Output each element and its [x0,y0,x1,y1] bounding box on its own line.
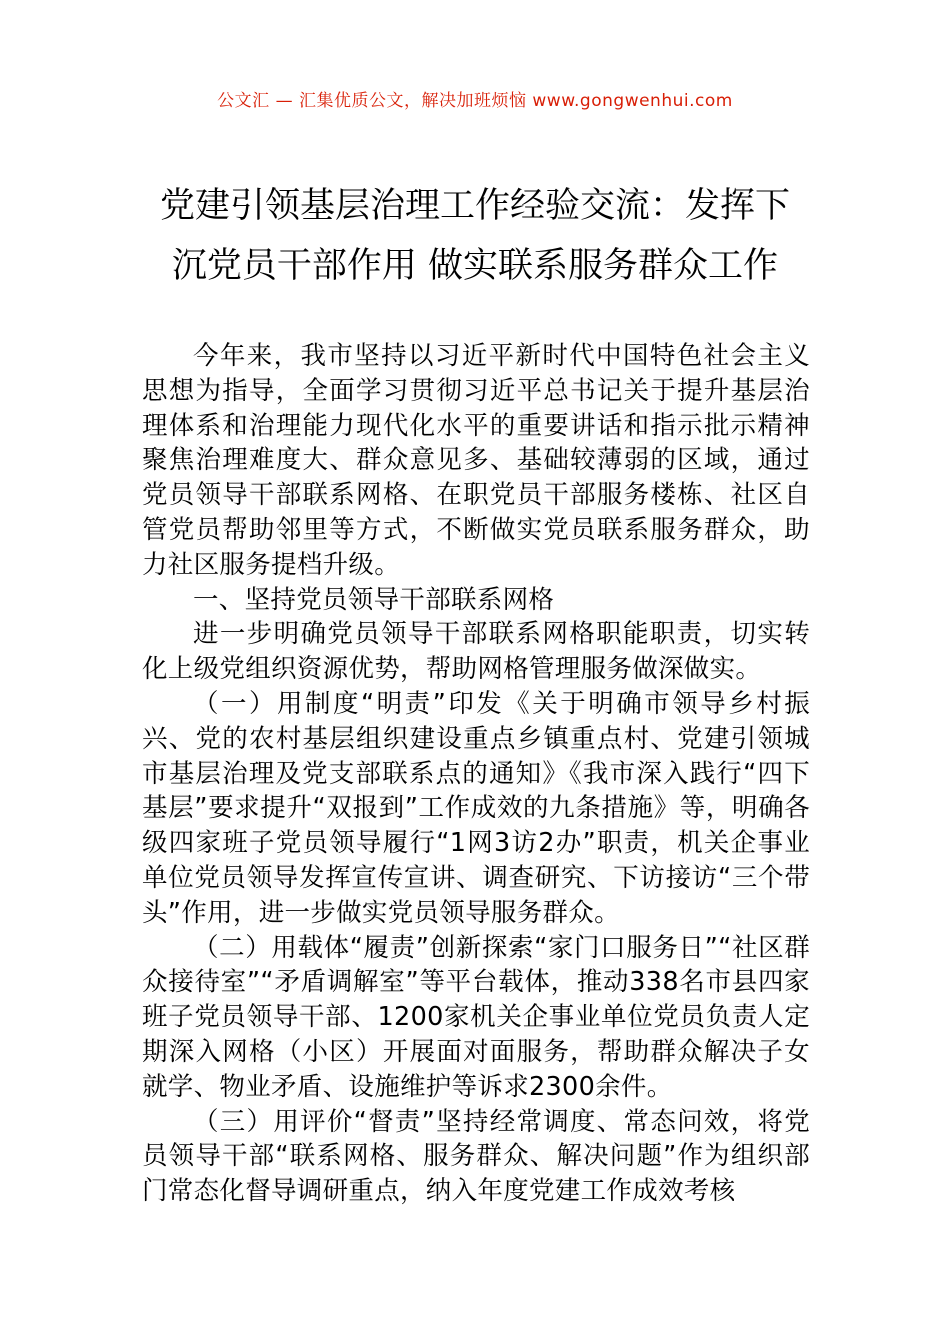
document-title-line-2: 沉党员干部作用 做实联系服务群众工作 [171,246,779,286]
header-banner: 公文汇 — 汇集优质公文，解决加班烦恼 www.gongwenhui.com [217,91,733,111]
document-body [142,339,810,1209]
section-intro-paragraph: 进一步明确党员领导干部联系网格职能职责，切实转化上级党组织资源优势，帮助网格管理服务做深做实。 [142,619,810,685]
item-three-paragraph: （三）用评价“督责”坚持经常调度、常态问效，将党员领导干部“联系网格、服务群众、解决问题”作为组织部门常态化督导调研重点，纳入年度党建工作成效考核 [142,1106,810,1207]
section-heading: 一、坚持党员领导干部联系网格 [193,584,555,615]
document-title [110,176,840,296]
intro-paragraph: 今年来，我市坚持以习近平新时代中国特色社会主义思想为指导，全面学习贯彻习近平总书记关于提升基层治理体系和治理能力现代化水平的重要讲话和指示批示精神聚焦治理难度大、群众意见多、基础较薄弱的区域，通过党员领导干部联系网格、在职党员干部服务楼栋、社区自管党员帮助邻里等方式，不断做实党员联系服务群众，助力社区服务提档升级。 [142,341,810,580]
item-one-paragraph: （一）用制度“明责”印发《关于明确市领导乡村振兴、党的农村基层组织建设重点乡镇重点村、党建引领城市基层治理及党支部联系点的通知》《我市深入践行“四下基层”要求提升“双报到”工作成效的九条措施》等，明确各级四家班子党员领导履行“1网3访2办”职责，机关企事业单位党员领导发挥宣传宣讲、调查研究、下访接访“三个带头”作用，进一步做实党员领导服务群众。 [142,688,810,928]
document-title-line-1: 党建引领基层治理工作经验交流：发挥下 [159,186,790,226]
item-two-paragraph: （二）用载体“履责”创新探索“家门口服务日”“社区群众接待室”“矛盾调解室”等平台载体，推动338名市县四家班子党员领导干部、1200家机关企事业单位党员负责人定期深入网格（小区）开展面对面服务，帮助群众解决子女就学、物业矛盾、设施维护等诉求2300余件。 [142,932,810,1102]
